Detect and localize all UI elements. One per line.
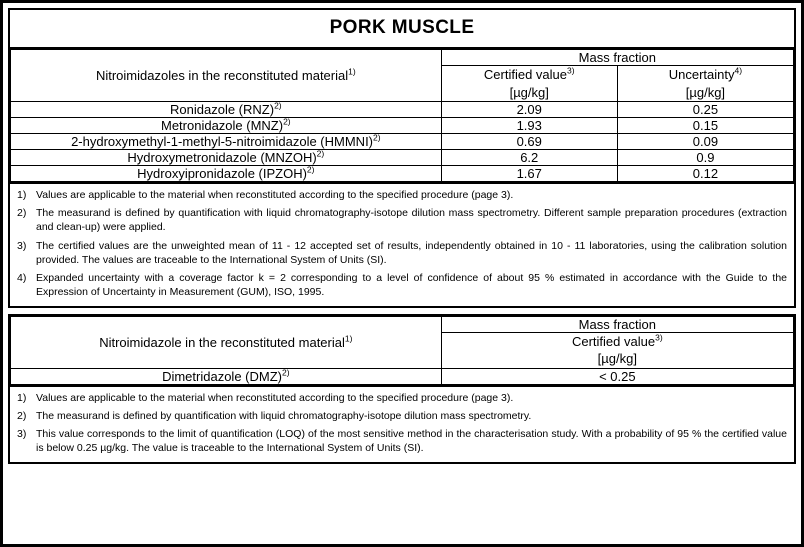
analyte-footnote-ref: 2) — [283, 116, 291, 127]
footnote-item — [17, 428, 787, 456]
mass-fraction-header-2: Mass fraction — [441, 316, 793, 332]
footnote-text: Values are applicable to the material when reconstituted according to the specified procedure (page 3). — [36, 391, 514, 404]
mass-fraction-header: Mass fraction — [441, 50, 793, 66]
table-row — [11, 118, 794, 134]
uncertainty-cell: 0.9 — [617, 150, 793, 166]
analyte-name-cell — [11, 134, 442, 150]
analyte-column-header-label: Nitroimidazoles in the reconstituted material — [95, 68, 349, 84]
certified-value-unit: [µg/kg] — [509, 84, 549, 100]
footnotes-block-1 — [10, 182, 794, 306]
footnote-item — [17, 272, 787, 300]
analyte-footnote-ref: 2) — [281, 367, 290, 378]
analyte-column-header-2-label: Nitroimidazole in the reconstituted material — [99, 334, 345, 350]
certified-value-cell: 0.69 — [441, 134, 617, 150]
table-row — [11, 134, 794, 150]
footnote-item — [17, 410, 787, 424]
analyte-name: Ronidazole (RNZ) — [170, 102, 275, 118]
footnote-number: 3) — [17, 428, 27, 441]
uncertainty-cell: 0.25 — [617, 102, 793, 118]
analyte-column-header-2 — [11, 316, 442, 368]
uncertainty-header-label: Uncertainty — [668, 67, 735, 82]
analyte-header-footnote-ref: 1) — [348, 66, 356, 77]
footnote-text: This value corresponds to the limit of quantification (LOQ) of the most sensitive method in the characterisation study. With a probability of 95 % the certified value is below 0.25 µg/kg. The value is traceable to the International System of Units (SI). — [36, 428, 787, 455]
table-header-row-1 — [11, 50, 794, 66]
certified-value-cell: 6.2 — [441, 150, 617, 166]
footnote-number: 3) — [17, 239, 27, 252]
certified-value-header-2-label: Certified value — [571, 333, 656, 349]
uncertainty-footnote-ref: 4) — [734, 65, 743, 76]
certified-value-cell: 1.93 — [441, 118, 617, 134]
certified-value-cell: 2.09 — [441, 102, 617, 118]
uncertainty-cell: 0.12 — [617, 166, 793, 182]
footnote-number: 2) — [17, 207, 27, 220]
analyte-name-cell — [11, 166, 442, 182]
footnotes-block-2 — [10, 385, 794, 462]
certified-value-unit-2: [µg/kg] — [597, 351, 637, 367]
analyte-name-cell — [11, 118, 442, 134]
analyte-name-cell — [11, 102, 442, 118]
analyte-footnote-ref: 2) — [316, 148, 325, 159]
footnote-number: 4) — [17, 271, 27, 284]
table-row — [11, 102, 794, 118]
analyte-name-cell — [11, 368, 442, 384]
footnote-number: 2) — [17, 410, 27, 423]
certified-value-header-label: Certified value — [483, 67, 567, 82]
second-values-table — [10, 316, 794, 385]
indicative-value-panel — [8, 314, 796, 465]
page-title: PORK MUSCLE — [10, 10, 794, 49]
analyte-footnote-ref: 2) — [306, 164, 315, 175]
uncertainty-header — [617, 66, 793, 102]
certified-value-2-footnote-ref: 3) — [655, 332, 663, 343]
analyte-name: Metronidazole (MNZ) — [160, 118, 284, 134]
table2-header-row-1 — [11, 316, 794, 332]
footnote-item — [17, 189, 787, 203]
analyte-name-cell — [11, 150, 442, 166]
footnote-number: 1) — [17, 391, 27, 404]
footnote-number: 1) — [17, 189, 27, 202]
footnote-text: The measurand is defined by quantification with liquid chromatography-isotope dilution mass spectrometry. — [36, 410, 532, 423]
footnote-item — [17, 392, 787, 406]
uncertainty-unit: [µg/kg] — [685, 84, 726, 100]
analyte-name: Dimetridazole (DMZ) — [162, 368, 282, 384]
certified-values-table — [10, 49, 794, 182]
analyte-name: Hydroxymetronidazole (MNZOH) — [127, 150, 317, 166]
analyte-name: Hydroxyipronidazole (IPZOH) — [137, 166, 307, 182]
certified-value-cell: 1.67 — [441, 166, 617, 182]
footnote-item — [17, 207, 787, 235]
certified-value-header-2 — [441, 332, 793, 368]
analyte-column-header — [11, 50, 442, 102]
certified-value-header — [441, 66, 617, 102]
footnote-text: The measurand is defined by quantification with liquid chromatography-isotope dilution mass spectrometry. Different sample preparation procedures (extraction and clean-up) were applied. — [36, 207, 787, 234]
footnote-text: The certified values are the unweighted mean of 11 - 12 accepted set of results, independently obtained in 10 - 11 laboratories, using the calibration solution provided. The values are traceable to the International System of Units (SI). — [36, 239, 787, 266]
certified-value-cell: < 0.25 — [441, 368, 793, 384]
table-row — [11, 368, 794, 384]
analyte-name: 2-hydroxymethyl-1-methyl-5-nitroimidazole (HMMNI) — [71, 134, 374, 150]
footnote-item — [17, 240, 787, 268]
uncertainty-cell: 0.15 — [617, 118, 793, 134]
analyte-header-2-footnote-ref: 1) — [344, 333, 353, 344]
analyte-footnote-ref: 2) — [274, 100, 282, 111]
certified-value-footnote-ref: 3) — [567, 65, 575, 76]
footnote-text: Expanded uncertainty with a coverage factor k = 2 corresponding to a level of confidence of about 95 % estimated in accordance with the Guide to the Expression of Uncertainty in Measurement (GUM), ISO, 1995. — [36, 271, 787, 298]
table-row — [11, 150, 794, 166]
uncertainty-cell: 0.09 — [617, 134, 793, 150]
pork-muscle-panel — [8, 8, 796, 308]
footnote-text: Values are applicable to the material when reconstituted according to the specified procedure (page 3). — [36, 189, 514, 202]
analyte-footnote-ref: 2) — [373, 132, 381, 143]
table-row — [11, 166, 794, 182]
